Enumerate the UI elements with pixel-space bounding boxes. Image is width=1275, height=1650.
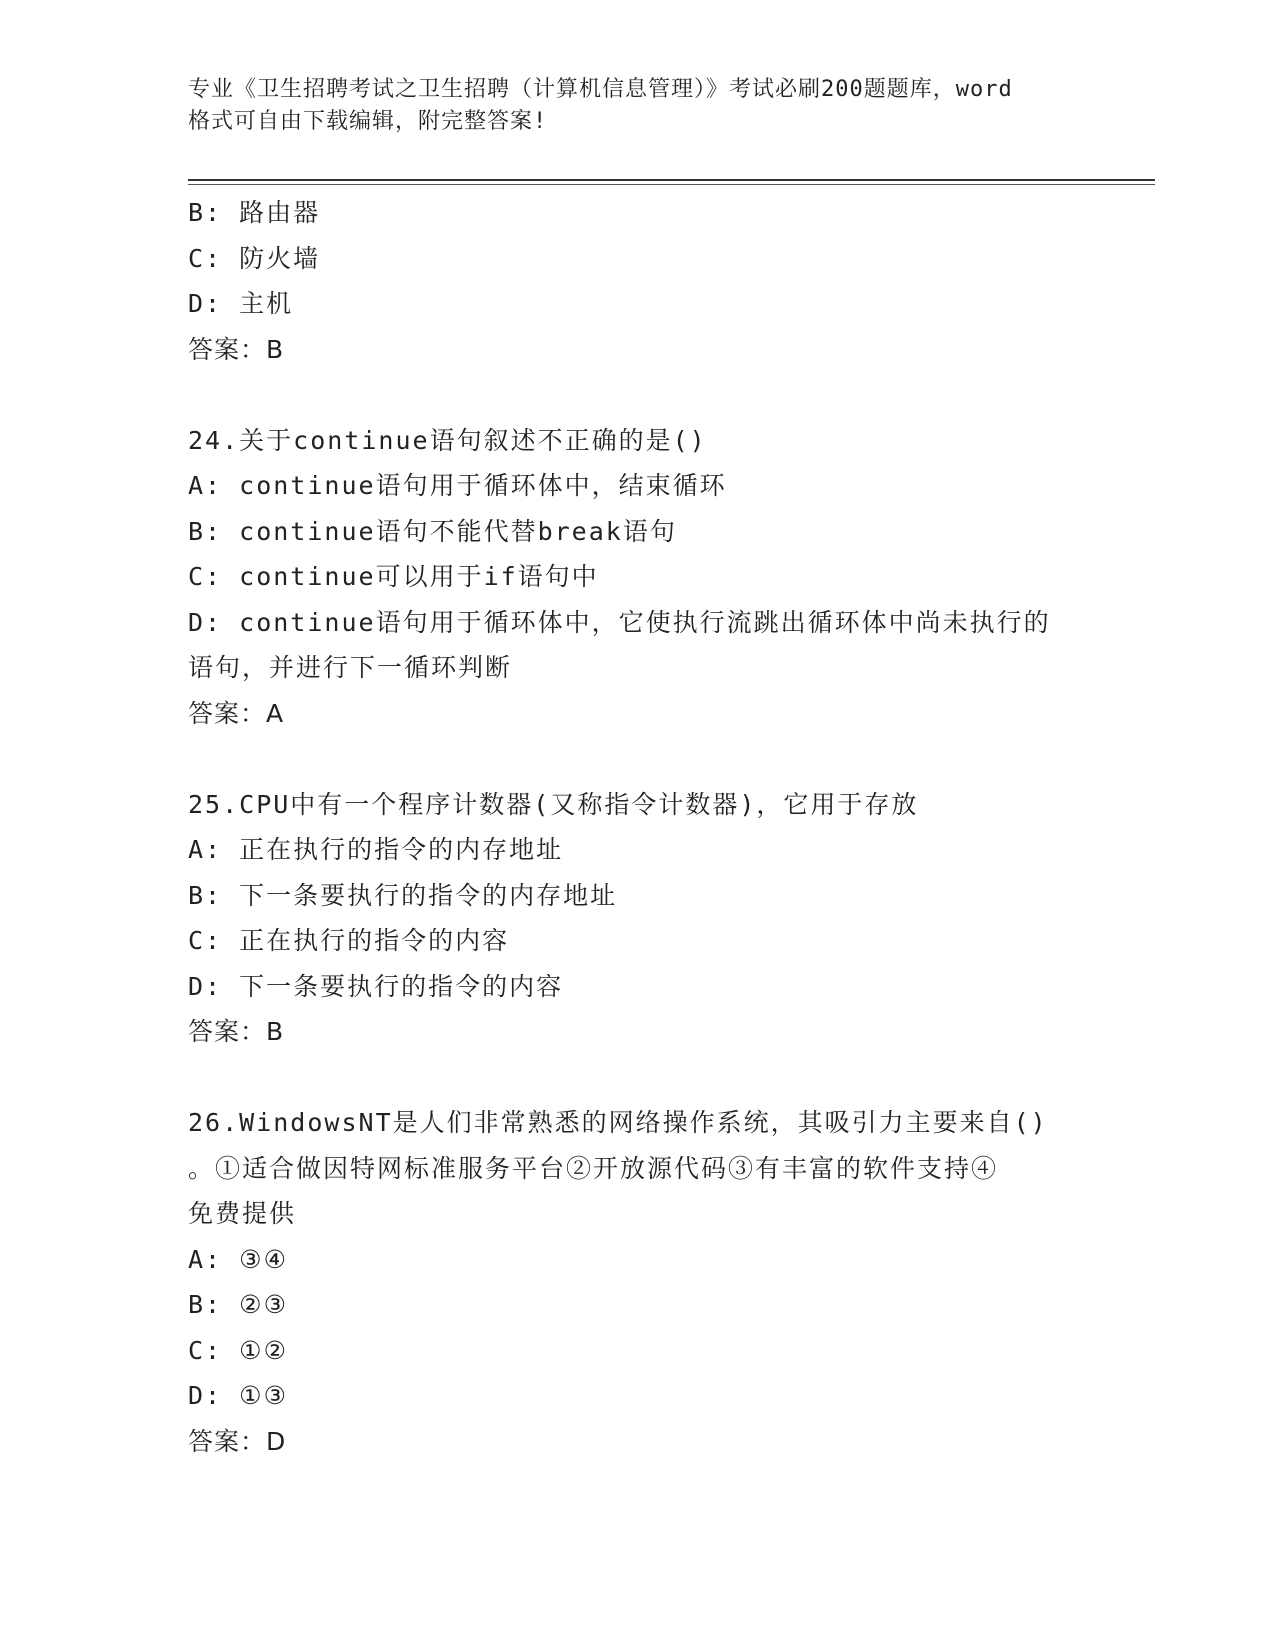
option-d-continuation: 语句，并进行下一循环判断 [188, 653, 513, 682]
header-title-line-1: 专业《卫生招聘考试之卫生招聘（计算机信息管理）》考试必刷200题题库，word [188, 77, 1013, 102]
option-a: A: ③④ [188, 1244, 288, 1274]
answer-line: 答案：B [188, 334, 285, 364]
option-d: D: ①③ [188, 1381, 288, 1410]
option-d: D: 下一条要执行的指令的内容 [188, 971, 564, 1001]
question-stem: 25.CPU中有一个程序计数器(又称指令计数器)，它用于存放 [188, 789, 919, 819]
option-c: C: 正在执行的指令的内容 [188, 926, 510, 955]
question-block-25 [188, 782, 1088, 1055]
header-rule-thick [188, 179, 1155, 181]
answer-line: 答案：B [188, 1017, 285, 1046]
option-c: C: ①② [188, 1335, 288, 1365]
option-b: B: 路由器 [188, 198, 321, 227]
option-a: A: 正在执行的指令的内存地址 [188, 835, 564, 864]
question-stem: 24.关于continue语句叙述不正确的是() [188, 425, 707, 455]
question-stem-line-2: 。①适合做因特网标准服务平台②开放源代码③有丰富的软件支持④ [188, 1153, 999, 1183]
option-b: B: 下一条要执行的指令的内存地址 [188, 880, 618, 910]
question-gap [188, 372, 1088, 418]
question-gap [188, 736, 1088, 782]
header-rule-thin [188, 184, 1155, 185]
question-block-24 [188, 418, 1088, 737]
document-header [188, 74, 1078, 138]
answer-line: 答案：D [188, 1426, 287, 1456]
question-stem-line-3: 免费提供 [188, 1199, 297, 1228]
option-b: B: continue语句不能代替break语句 [188, 516, 677, 546]
option-a: A: continue语句用于循环体中，结束循环 [188, 471, 727, 500]
header-title-line-2: 格式可自由下载编辑，附完整答案! [188, 109, 548, 134]
option-d: D: continue语句用于循环体中，它使执行流跳出循环体中尚未执行的 [188, 607, 1051, 637]
question-block-prev [188, 190, 1088, 372]
question-stem-line-1: 26.WindowsNT是人们非常熟悉的网络操作系统，其吸引力主要来自() [188, 1108, 1048, 1137]
option-d: D: 主机 [188, 289, 294, 318]
option-c: C: 防火墙 [188, 243, 321, 273]
question-block-26 [188, 1100, 1088, 1464]
question-list [188, 190, 1088, 1464]
question-gap [188, 1055, 1088, 1101]
answer-line: 答案：A [188, 698, 285, 728]
option-b: B: ②③ [188, 1290, 288, 1319]
option-c: C: continue可以用于if语句中 [188, 562, 599, 591]
